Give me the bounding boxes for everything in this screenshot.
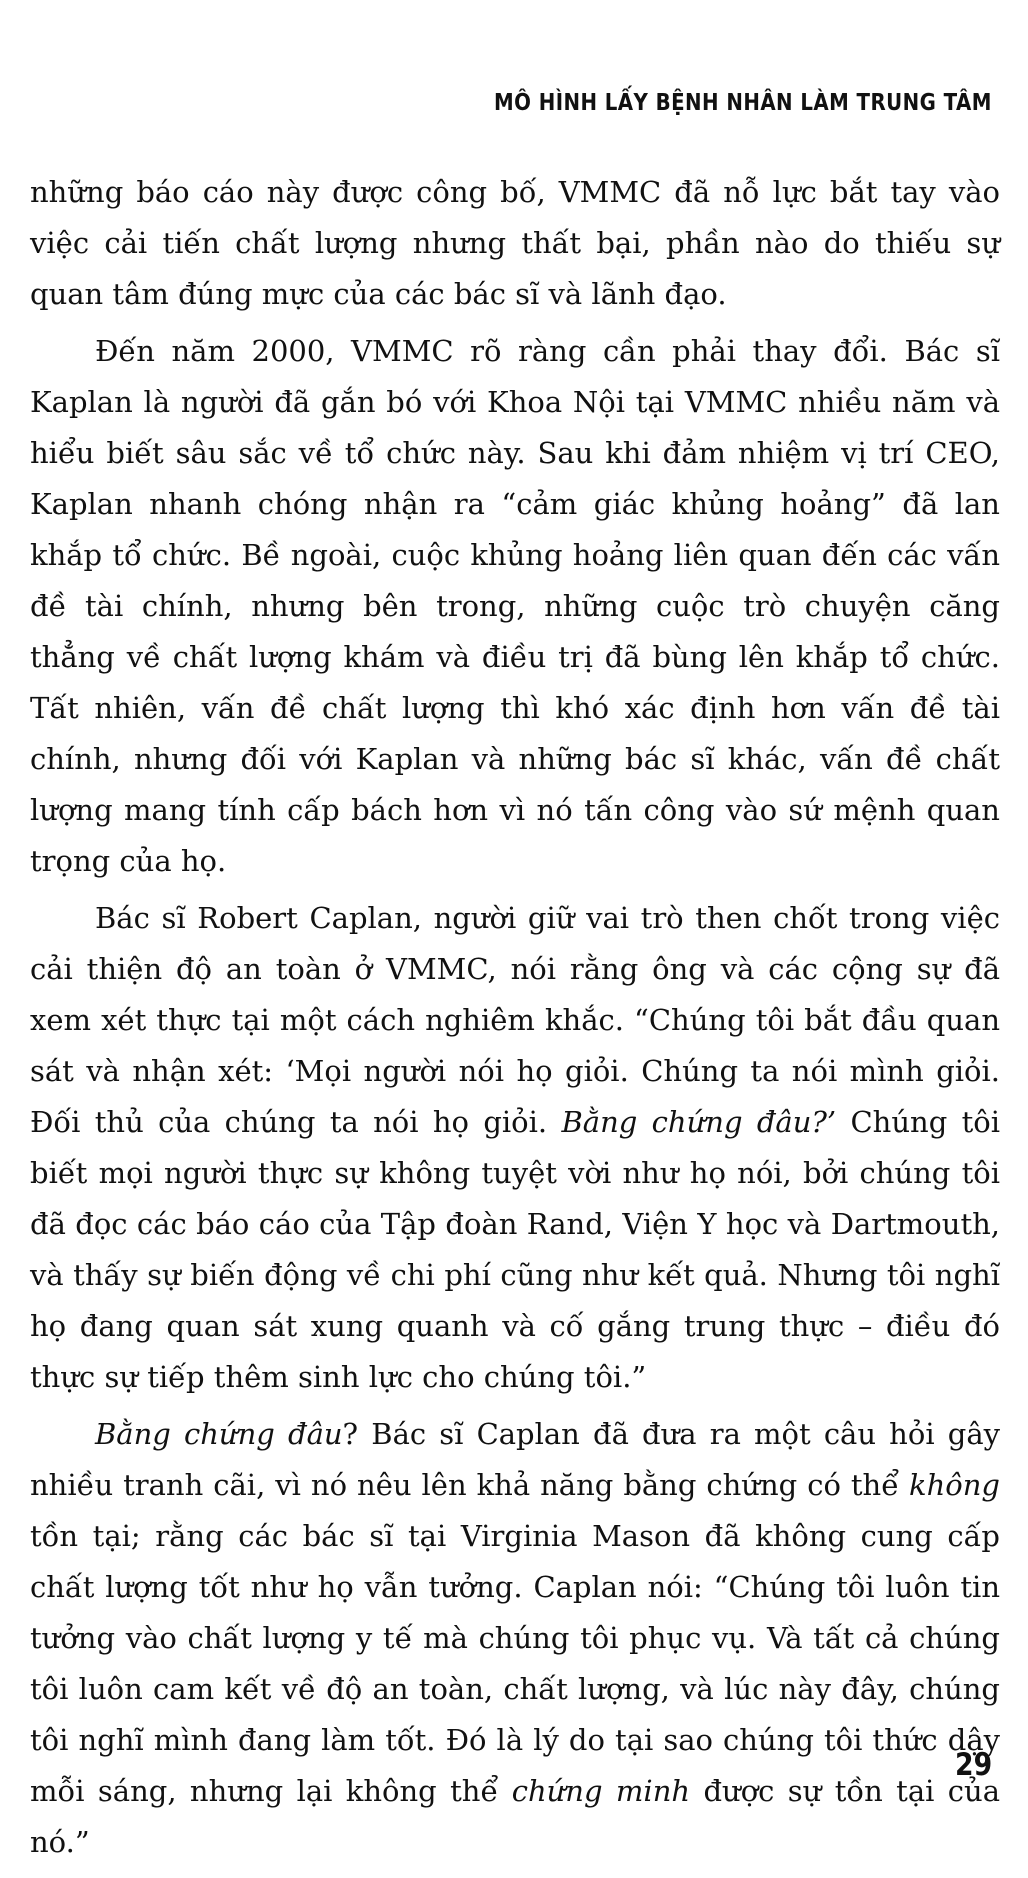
paragraph-3-text-1: Bác sĩ Robert Caplan, người giữ vai trò then chốt trong việc cải thiện độ an toàn ở VMMC, nói rằng ông và các cộng sự đã xem xét thực tại một cách nghiêm khắc. “Chúng tôi bắt đầu quan sát và nhận xét: ‘Mọi người nói họ giỏi. Chúng ta nói mình giỏi. Đối thủ của chúng ta nói họ giỏi. bbox=[30, 901, 1000, 1139]
paragraph-4-text-3: được sự tồn tại của nó.” bbox=[30, 1774, 1000, 1859]
paragraph-4-text-2: tồn tại; rằng các bác sĩ tại Virginia Mason đã không cung cấp chất lượng tốt như họ vẫn tưởng. Caplan nói: “Chúng tôi luôn tin tưởng vào chất lượng y tế mà chúng tôi phục vụ. Và tất cả chúng tôi luôn cam kết về độ an toàn, chất lượng, và lúc này đây, chúng tôi nghĩ mình đang làm tốt. Đó là lý do tại sao chúng tôi thức dậy mỗi sáng, nhưng lại không thể bbox=[30, 1519, 1000, 1808]
paragraph-4 bbox=[30, 1409, 1000, 1868]
paragraph-3-text-2: Chúng tôi biết mọi người thực sự không tuyệt vời như họ nói, bởi chúng tôi đã đọc các báo cáo của Tập đoàn Rand, Viện Y học và Dartmouth, và thấy sự biến động về chi phí cũng như kết quả. Nhưng tôi nghĩ họ đang quan sát xung quanh và cố gắng trung thực – điều đó thực sự tiếp thêm sinh lực cho chúng tôi.” bbox=[30, 1105, 1000, 1394]
paragraph-4-text-1: ? Bác sĩ Caplan đã đưa ra một câu hỏi gây nhiều tranh cãi, vì nó nêu lên khả năng bằng chứng có thể bbox=[30, 1417, 1000, 1502]
body-text bbox=[30, 167, 1000, 1874]
paragraph-4-emphasis-2: không bbox=[909, 1468, 1000, 1502]
paragraph-4-emphasis-1: Bằng chứng đâu bbox=[95, 1417, 343, 1451]
paragraph-3-emphasis: Bằng chứng đâu?’ bbox=[561, 1105, 837, 1139]
paragraph-1: những báo cáo này được công bố, VMMC đã nỗ lực bắt tay vào việc cải tiến chất lượng nhưng thất bại, phần nào do thiếu sự quan tâm đúng mực của các bác sĩ và lãnh đạo. bbox=[30, 175, 1000, 311]
paragraph-3 bbox=[30, 893, 1000, 1403]
running-header: MÔ HÌNH LẤY BỆNH NHÂN LÀM TRUNG TÂM bbox=[494, 90, 992, 116]
page-number: 29 bbox=[954, 1747, 992, 1783]
paragraph-2: Đến năm 2000, VMMC rõ ràng cần phải thay đổi. Bác sĩ Kaplan là người đã gắn bó với Khoa Nội tại VMMC nhiều năm và hiểu biết sâu sắc về tổ chức này. Sau khi đảm nhiệm vị trí CEO, Kaplan nhanh chóng nhận ra “cảm giác khủng hoảng” đã lan khắp tổ chức. Bề ngoài, cuộc khủng hoảng liên quan đến các vấn đề tài chính, nhưng bên trong, những cuộc trò chuyện căng thẳng về chất lượng khám và điều trị đã bùng lên khắp tổ chức. Tất nhiên, vấn đề chất lượng thì khó xác định hơn vấn đề tài chính, nhưng đối với Kaplan và những bác sĩ khác, vấn đề chất lượng mang tính cấp bách hơn vì nó tấn công vào sứ mệnh quan trọng của họ. bbox=[30, 334, 1000, 878]
paragraph-4-emphasis-3: chứng minh bbox=[511, 1774, 691, 1808]
